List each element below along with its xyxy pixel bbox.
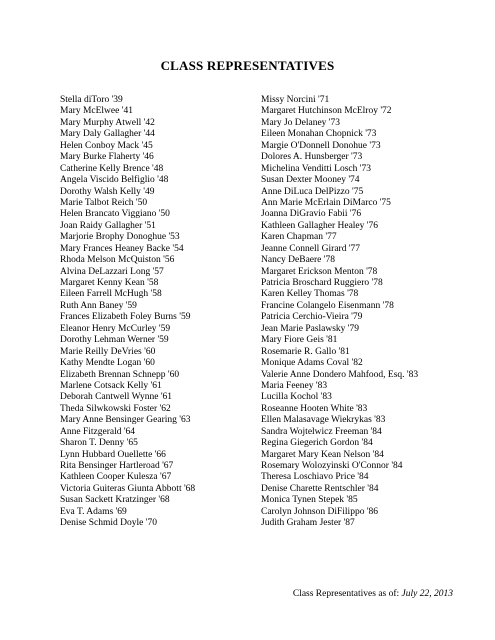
class-representative-entry: Mary Murphy Atwell '42 xyxy=(60,117,155,128)
class-representative-entry: Valerie Anne Dondero Mahfood, Esq. '83 xyxy=(261,369,419,380)
class-representative-entry: Eleanor Henry McCurley '59 xyxy=(60,323,171,334)
class-representative-entry: Victoria Guiteras Giunta Abbott '68 xyxy=(60,483,196,494)
class-representative-entry: Angela Viscido Belfiglio '48 xyxy=(60,175,169,186)
class-representative-entry: Nancy DeBaere '78 xyxy=(261,255,335,266)
class-representative-entry: Mary Jo Delaney '73 xyxy=(261,117,341,128)
class-representative-entry: Francine Colangelo Eisenmann '78 xyxy=(261,300,394,311)
class-representative-entry: Dorothy Lehman Werner '59 xyxy=(60,335,169,346)
class-representative-entry: Carolyn Johnson DiFilippo '86 xyxy=(261,506,379,517)
class-representative-entry: Eileen Monahan Chopnick '73 xyxy=(261,129,377,140)
class-representative-entry: Deborah Cantwell Wynne '61 xyxy=(60,392,173,403)
class-representative-entry: Mary Fiore Geis '81 xyxy=(261,335,338,346)
class-representative-entry: Margie O'Donnell Donohue '73 xyxy=(261,140,381,151)
class-representative-entry: Ruth Ann Baney '59 xyxy=(60,300,137,311)
class-representative-entry: Frances Elizabeth Foley Burns '59 xyxy=(60,312,191,323)
class-representative-entry: Mary Frances Heaney Backe '54 xyxy=(60,243,184,254)
class-representative-entry: Rosemary Wolozyinski O'Connor '84 xyxy=(261,461,403,471)
class-representative-entry: Mary Burke Flaherty '46 xyxy=(60,152,154,163)
class-representative-entry: Helen Brancato Viggiano '50 xyxy=(60,209,170,220)
class-representative-entry: Sandra Wojtelwicz Freeman '84 xyxy=(261,426,382,437)
right-column-list xyxy=(261,95,418,530)
class-representative-entry: Ann Marie McErlain DiMarco '75 xyxy=(261,197,391,208)
class-representative-entry: Lynn Hubbard Ouellette '66 xyxy=(60,449,166,460)
class-representative-entry: Karen Chapman '77 xyxy=(261,232,337,243)
class-representative-entry: Elizabeth Brennan Schnepp '60 xyxy=(60,369,180,380)
class-representative-entry: Dolores A. Hunsberger '73 xyxy=(261,152,363,163)
class-representative-entry: Missy Norcini '71 xyxy=(261,95,330,105)
class-representative-entry: Jeanne Connell Girard '77 xyxy=(261,243,361,254)
class-representative-entry: Joanna DiGravio Fabii '76 xyxy=(261,209,362,220)
class-representative-entry: Catherine Kelly Brence '48 xyxy=(60,163,164,174)
class-representative-entry: Roseanne Hooten White '83 xyxy=(261,403,368,414)
class-representative-entry: Regina Giegerich Gordon '84 xyxy=(261,438,373,449)
class-representative-entry: Eileen Farrell McHugh '58 xyxy=(60,289,162,300)
footer-label: Class Representatives as of: xyxy=(292,589,400,599)
class-representative-entry: Rhoda Melson McQuiston '56 xyxy=(60,255,175,266)
footer xyxy=(293,588,453,600)
class-representative-entry: Eva T. Adams '69 xyxy=(60,506,127,517)
class-representative-entry: Theda Silwkowski Foster '62 xyxy=(60,403,171,414)
class-representative-entry: Mary Daly Gallagher '44 xyxy=(60,129,155,140)
class-representative-entry: Marjorie Brophy Donoghue '53 xyxy=(60,232,180,243)
class-representative-entry: Maria Feeney '83 xyxy=(261,380,328,391)
class-representative-entry: Kathleen Cooper Kulesza '67 xyxy=(60,472,172,483)
class-representative-entry: Stella diToro '39 xyxy=(60,95,123,105)
class-representative-entry: Marie Talbot Reich '50 xyxy=(60,197,148,208)
class-representative-entry: Ellen Malasavage Wiekrykas '83 xyxy=(261,415,386,426)
class-representative-entry: Monica Tynen Stepek '85 xyxy=(261,495,358,506)
class-representative-entry: Margaret Mary Kean Nelson '84 xyxy=(261,449,384,460)
class-representative-entry: Alvina DeLazzari Long '57 xyxy=(60,266,164,277)
class-representative-entry: Anne DiLuca DelPizzo '75 xyxy=(261,186,364,197)
class-representative-entry: Kathleen Gallagher Healey '76 xyxy=(261,220,378,231)
page-title: CLASS REPRESENTATIVES xyxy=(160,58,335,73)
class-representative-entry: Joan Raidy Gallagher '51 xyxy=(60,220,156,231)
class-representative-entry: Dorothy Walsh Kelly '49 xyxy=(60,186,155,197)
class-representative-entry: Jean Marie Paslawsky '79 xyxy=(261,323,360,334)
class-representative-entry: Marie Reilly DeVries '60 xyxy=(60,346,156,357)
class-representative-entry: Margaret Hutchinson McElroy '72 xyxy=(261,106,392,117)
class-representative-entry: Marlene Cotsack Kelly '61 xyxy=(60,380,162,391)
class-representative-entry: Theresa Loschiavo Price '84 xyxy=(261,472,369,483)
class-representative-entry: Helen Conboy Mack '45 xyxy=(60,140,153,151)
class-representative-entry: Denise Schmid Doyle '70 xyxy=(60,518,157,529)
class-representative-entry: Rita Bensinger Hartleroad '67 xyxy=(60,461,174,471)
class-representative-entry: Kathy Mendte Logan '60 xyxy=(60,358,155,369)
class-representative-entry: Sharon T. Denny '65 xyxy=(60,438,138,449)
class-representative-entry: Mary Anne Bensinger Gearing '63 xyxy=(60,415,191,426)
class-representative-entry: Rosemarie R. Gallo '81 xyxy=(261,346,350,357)
class-representative-entry: Judith Graham Jester '87 xyxy=(261,518,355,529)
footer-date: July 22, 2013 xyxy=(401,589,453,599)
class-representative-entry: Margaret Erickson Menton '78 xyxy=(261,266,378,277)
class-representative-entry: Patricia Broschard Ruggiero '78 xyxy=(261,278,383,288)
class-representative-entry: Lucilla Kochol '83 xyxy=(261,392,332,403)
class-representative-entry: Margaret Kenny Kean '58 xyxy=(60,278,159,288)
left-column-list xyxy=(60,95,195,530)
class-representative-entry: Patricia Cerchio-Vieira '79 xyxy=(261,312,363,323)
class-representative-entry: Anne Fitzgerald '64 xyxy=(60,426,136,437)
class-representative-entry: Mary McElwee '41 xyxy=(60,106,133,117)
class-representative-entry: Susan Dexter Mooney '74 xyxy=(261,175,360,186)
class-representative-entry: Susan Sackett Kratzinger '68 xyxy=(60,495,170,506)
class-representative-entry: Karen Kelley Thomas '78 xyxy=(261,289,359,300)
class-representative-entry: Denise Charette Rentschler '84 xyxy=(261,483,379,494)
class-representative-entry: Monique Adams Coval '82 xyxy=(261,358,363,369)
class-representative-entry: Michelina Venditti Losch '73 xyxy=(261,163,371,174)
